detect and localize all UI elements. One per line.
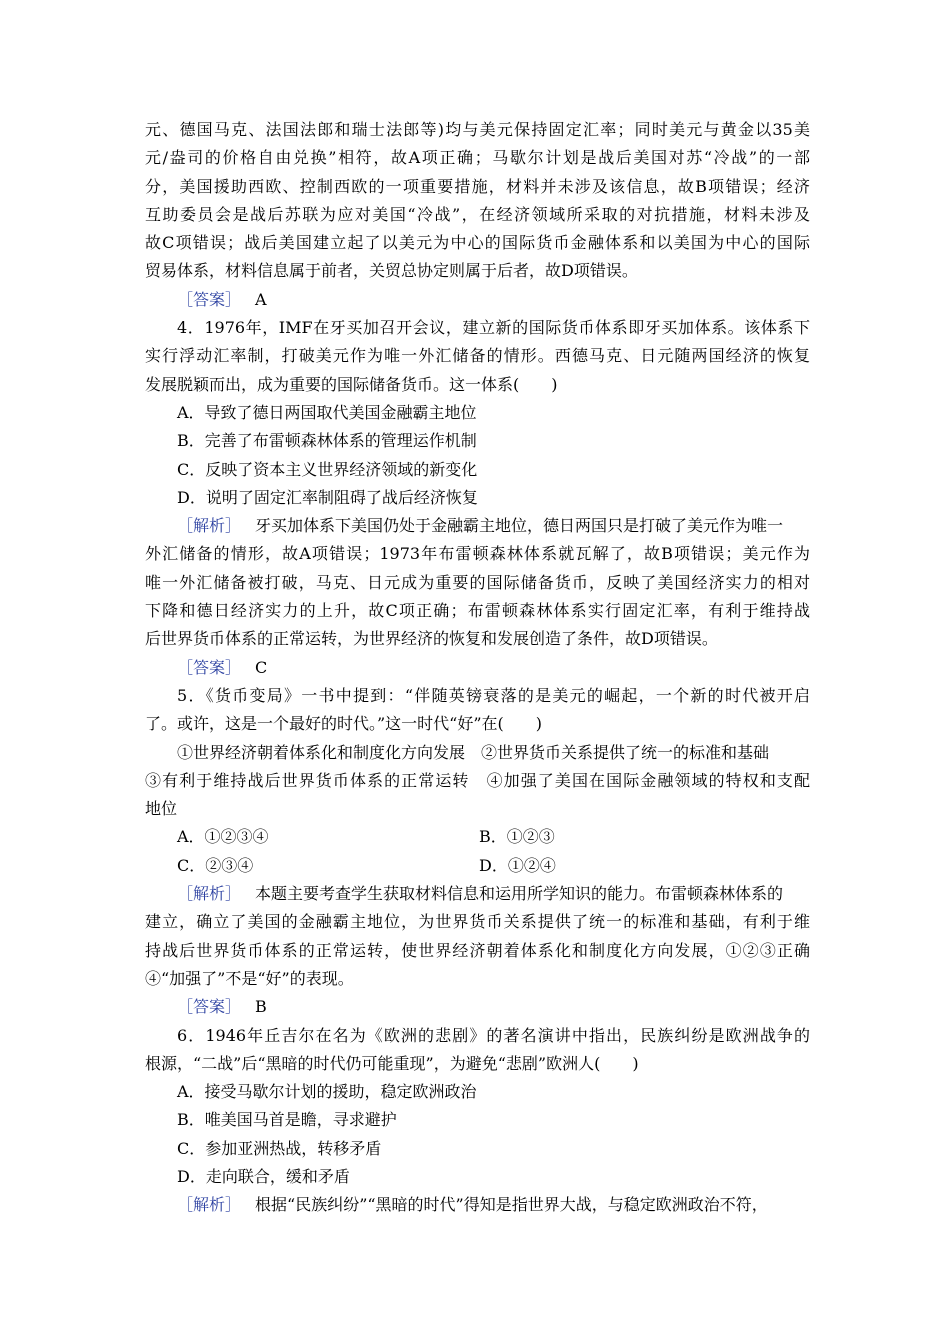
q5-analysis-line: 持战后世界货币体系的正常运转，使世界经济朝着体系化和制度化方向发展，①②③正确 [145, 940, 810, 960]
q4-analysis-line: 外汇储备的情形，故A项错误；1973年布雷顿森林体系就瓦解了，故B项错误；美元作为 [145, 544, 810, 564]
q5-item-line: ③有利于维持战后世界货币体系的正常运转 ④加强了美国在国际金融领域的特权和支配 [145, 770, 810, 790]
q6-stem-line: 6．1946年丘吉尔在名为《欧洲的悲剧》的著名演讲中指出，民族纠纷是欧洲战争的 [177, 1025, 810, 1045]
q6-option-a: A．接受马歇尔计划的援助，稳定欧洲政治 [177, 1082, 477, 1102]
q4-analysis-line: 牙买加体系下美国仍处于金融霸主地位，德日两国只是打破了美元作为唯一 [255, 516, 784, 536]
q4-stem-line: 实行浮动汇率制，打破美元作为唯一外汇储备的情形。西德马克、日元随两国经济的恢复 [145, 346, 810, 366]
answer-tag: ［答案］ [177, 289, 242, 309]
q5-answer [145, 993, 810, 1021]
q5-stem-line: 5．《货币变局》一书中提到：“伴随英镑衰落的是美元的崛起，一个新的时代被开启 [177, 685, 810, 705]
q5-item-line: 地位 [145, 799, 178, 819]
q5-option-b: B．①②③ [479, 827, 555, 847]
q4-option-a: A．导致了德日两国取代美国金融霸主地位 [177, 402, 477, 422]
analysis-tag: ［解析］ [177, 884, 242, 904]
q4-analysis-line: 下降和德日经济实力的上升，故C项正确；布雷顿森林体系实行固定汇率，有利于维持战 [145, 601, 810, 621]
analysis-tag: ［解析］ [177, 516, 242, 536]
q6-stem-line: 根源，“二战”后“黑暗的时代仍可能重现”，为避免“悲剧”欧洲人( ) [145, 1053, 639, 1073]
q3-analysis-line: 互助委员会是战后苏联为应对美国“冷战”，在经济领域所采取的对抗措施，材料未涉及 [145, 204, 810, 224]
q5-option-c: C．②③④ [177, 855, 254, 875]
answer-tag: ［答案］ [177, 657, 242, 677]
answer-value: C [255, 657, 268, 677]
q5-option-d: D．①②④ [479, 855, 556, 875]
q5-analysis-line: ④“加强了”不是“好”的表现。 [145, 968, 354, 988]
q3-analysis-line: 贸易体系，材料信息属于前者，关贸总协定则属于后者，故D项错误。 [145, 261, 638, 281]
q4-option-c: C．反映了资本主义世界经济领域的新变化 [177, 459, 478, 479]
q5-option-a: A．①②③④ [177, 827, 269, 847]
q3-analysis-line: 元、德国马克、法国法郎和瑞士法郎等)均与美元保持固定汇率；同时美元与黄金以35美 [145, 120, 810, 139]
answer-value: B [255, 997, 267, 1017]
q4-stem-line: 4．1976年，IMF在牙买加召开会议，建立新的国际货币体系即牙买加体系。该体系下 [177, 318, 810, 338]
q5-analysis-first [145, 880, 810, 908]
q4-analysis-line: 后世界货币体系的正常运转，为世界经济的恢复和发展创造了条件，故D项错误。 [145, 629, 718, 649]
q5-options-row [145, 823, 810, 851]
document-page [145, 116, 810, 1220]
q4-analysis-line: 唯一外汇储备被打破，马克、日元成为重要的国际储备货币，反映了美国经济实力的相对 [145, 572, 810, 592]
q6-option-d: D．走向联合，缓和矛盾 [177, 1166, 350, 1186]
q3-answer [145, 286, 810, 314]
q3-analysis-line: 故C项错误；战后美国建立起了以美元为中心的国际货币金融体系和以美国为中心的国际 [145, 233, 810, 253]
q4-analysis-first [145, 512, 810, 540]
q3-analysis-line: 元/盎司的价格自由兑换”相符，故A项正确；马歇尔计划是战后美国对苏“冷战”的一部 [145, 148, 810, 168]
q5-stem-line: 了。或许，这是一个最好的时代。”这一时代“好”在( ) [145, 714, 543, 734]
analysis-tag: ［解析］ [177, 1195, 242, 1215]
q4-answer [145, 654, 810, 682]
answer-tag: ［答案］ [177, 997, 242, 1017]
q6-option-c: C．参加亚洲热战，转移矛盾 [177, 1138, 382, 1158]
q3-analysis-line: 分，美国援助西欧、控制西欧的一项重要措施，材料并未涉及该信息，故B项错误；经济 [145, 176, 810, 196]
q6-analysis-first [145, 1191, 810, 1219]
q5-item-line: ①世界经济朝着体系化和制度化方向发展 ②世界货币关系提供了统一的标准和基础 [177, 742, 770, 762]
q6-option-b: B．唯美国马首是瞻，寻求避护 [177, 1110, 397, 1130]
q5-options-row [145, 852, 810, 880]
q5-analysis-line: 本题主要考查学生获取材料信息和运用所学知识的能力。布雷顿森林体系的 [255, 884, 784, 904]
q4-option-b: B．完善了布雷顿森林体系的管理运作机制 [177, 431, 477, 451]
q6-analysis-line: 根据“民族纠纷”“黑暗的时代”得知是指世界大战，与稳定欧洲政治不符， [255, 1195, 768, 1215]
q4-option-d: D．说明了固定汇率制阻碍了战后经济恢复 [177, 487, 478, 507]
q4-stem-line: 发展脱颖而出，成为重要的国际储备货币。这一体系( ) [145, 374, 558, 394]
q5-analysis-line: 建立，确立了美国的金融霸主地位，为世界货币关系提供了统一的标准和基础，有利于维 [145, 912, 810, 932]
answer-value: A [255, 289, 267, 309]
